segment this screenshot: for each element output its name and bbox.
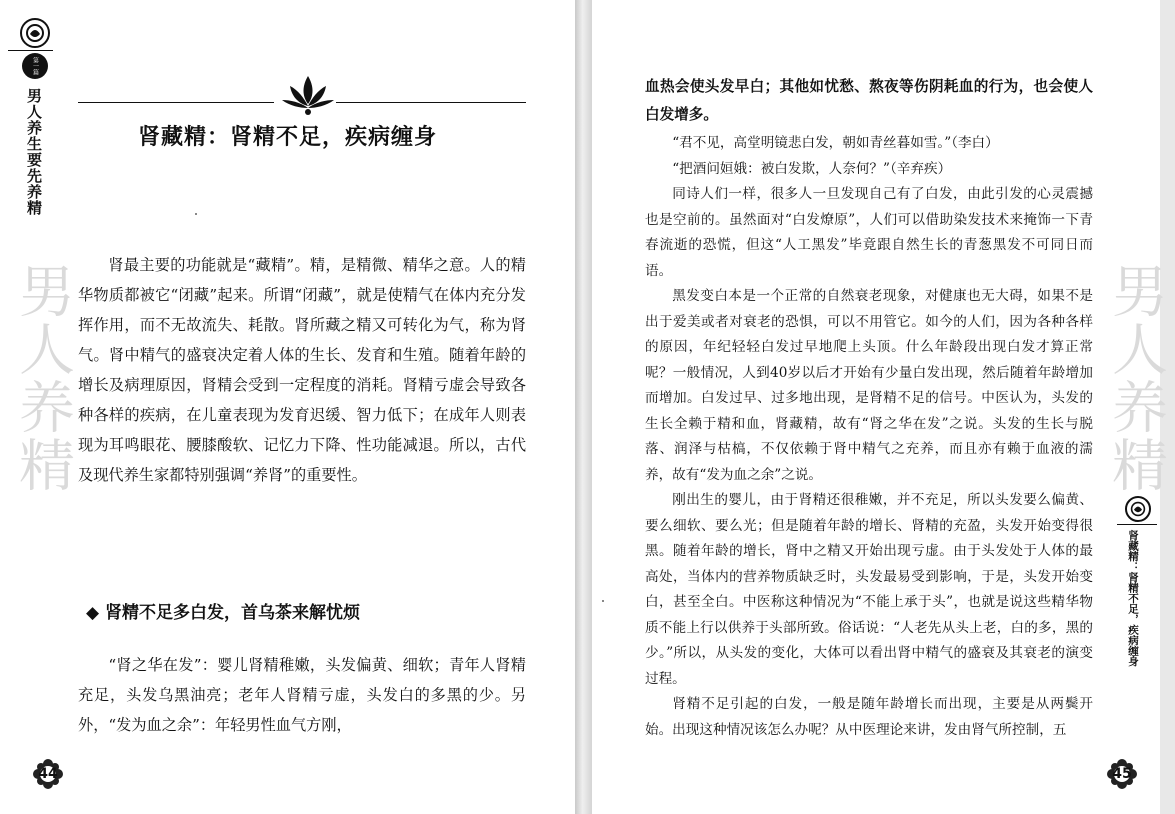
poem-line-2: “把酒问姮娥：被白发欺，人奈何？”（辛弃疾） — [672, 160, 952, 177]
page-number-right-text: 45 — [1112, 766, 1132, 782]
title-rule-left — [78, 102, 274, 103]
body-paragraph: 肾精不足引起的白发，一般是随年龄增长而出现，主要是从两鬓开始。出现这种情况该怎么办呢？从中医理论来讲，发由肾气所控制，五 — [645, 696, 1093, 738]
continued-paragraph: 血热会使头发早白；其他如忧愁、熬夜等伤阴耗血的行为，也会使人白发增多。 — [645, 78, 1093, 123]
section-title-vertical-right: 肾藏精：肾精不足，疾病缠身 — [1127, 530, 1139, 667]
book-emblem-icon — [1125, 496, 1151, 522]
page-number-right — [1106, 758, 1138, 790]
page-number-left-text: 44 — [38, 766, 58, 782]
chapter-badge-label: 第一篇 — [31, 57, 39, 75]
page-title: 肾藏精：肾精不足，疾病缠身 — [137, 125, 437, 150]
body-text-2 — [78, 650, 526, 740]
section-title-vertical: 男人养生要先养精 — [25, 88, 43, 216]
intro-text — [78, 250, 526, 490]
body-paragraph: 刚出生的婴儿，由于肾精还很稚嫩，并不充足，所以头发要么偏黄、要么细软、要么光；但是随着年龄的增长、肾精的充盈，头发开始变得很黑。随着年龄的增长，肾中之精又开始出现亏虚。由于头发处于人体的最高处，当体内的营养物质缺乏时，头发最易受到影响，于是，头发开始变白，甚至全白。中医称这种情况为“不能上承于头”，也就是说这些精华物质不能上行以供养于头部所致。俗话说：“人老先从头上老，白的多，黑的少。”所以，从头发的变化，大体可以看出肾中精气的盛衰及其衰老的演变过程。 — [645, 492, 1093, 687]
intro-paragraph: 肾最主要的功能就是“藏精”。精，是精微、精华之意。人的精华物质都被它“闭藏”起来。所谓“闭藏”，就是使精气在体内充分发挥作用，而不无故流失、耗散。肾所藏之精又可转化为气，称为肾气。肾中精气的盛衰决定着人体的生长、发育和生殖。随着年龄的增长及病理原因，肾精会受到一定程度的消耗。肾精亏虚会导致各种各样的疾病，在儿童表现为发育迟缓、智力低下；在成年人则表现为耳鸣眼花、腰膝酸软、记忆力下降、性功能减退。所以，古代及现代养生家都特别强调“养肾”的重要性。 — [78, 256, 526, 484]
chapter-badge — [22, 53, 48, 79]
side-rule — [1117, 524, 1157, 525]
speck — [602, 600, 604, 602]
book-gutter — [575, 0, 592, 814]
lotus-ornament-icon — [280, 72, 336, 118]
poem-line-1: “君不见，高堂明镜悲白发，朝如青丝暮如雪。”（李白） — [672, 135, 999, 151]
speck — [195, 213, 197, 215]
ghost-watermark-left: 男人养精 — [10, 262, 75, 494]
page-number-left — [32, 758, 64, 790]
right-page — [592, 0, 1168, 814]
left-page — [0, 0, 575, 814]
header-rule — [8, 50, 53, 51]
body-paragraph-2: “肾之华在发”：婴儿肾精稚嫩，头发偏黄、细软；青年人肾精充足，头发乌黑油亮；老年人肾精亏虚，头发白的多黑的少。另外，“发为血之余”：年轻男性血气方刚， — [78, 656, 526, 734]
body-paragraph: 黑发变白本是一个正常的自然衰老现象，对健康也无大碍，如果不是出于爱美或者对衰老的恐惧，可以不用管它。如今的人们，因为各种各样的原因，年纪轻轻白发过早地爬上头顶。什么年龄段出现白发才算正常呢？一般情况，人到40岁以后才开始有少量白发出现，然后随着年龄增加而增加。白发过早、过多地出现，是肾精不足的信号。中医认为，头发的生长全赖于精和血，肾藏精，故有“肾之华在发”之说。头发的生长与脱落、润泽与枯槁，不仅依赖于肾中精气之充养，而且亦有赖于血液的濡养，故有“发为血之余”之说。 — [645, 288, 1093, 483]
continued-text — [645, 73, 1093, 129]
right-body-text — [645, 130, 1093, 743]
book-emblem-icon — [20, 18, 50, 48]
section-subheading: ◆ 肾精不足多白发，首乌茶来解忧烦 — [86, 603, 360, 623]
body-paragraph: 同诗人们一样，很多人一旦发现自己有了白发，由此引发的心灵震撼也是空前的。虽然面对“白发燎原”，人们可以借助染发技术来掩饰一下青春流逝的恐慌，但这“人工黑发”毕竟跟自然生长的青葱黑发不可同日而语。 — [645, 186, 1093, 279]
ghost-watermark-right: 男人养精 — [1103, 262, 1168, 494]
title-rule-right — [336, 102, 526, 103]
